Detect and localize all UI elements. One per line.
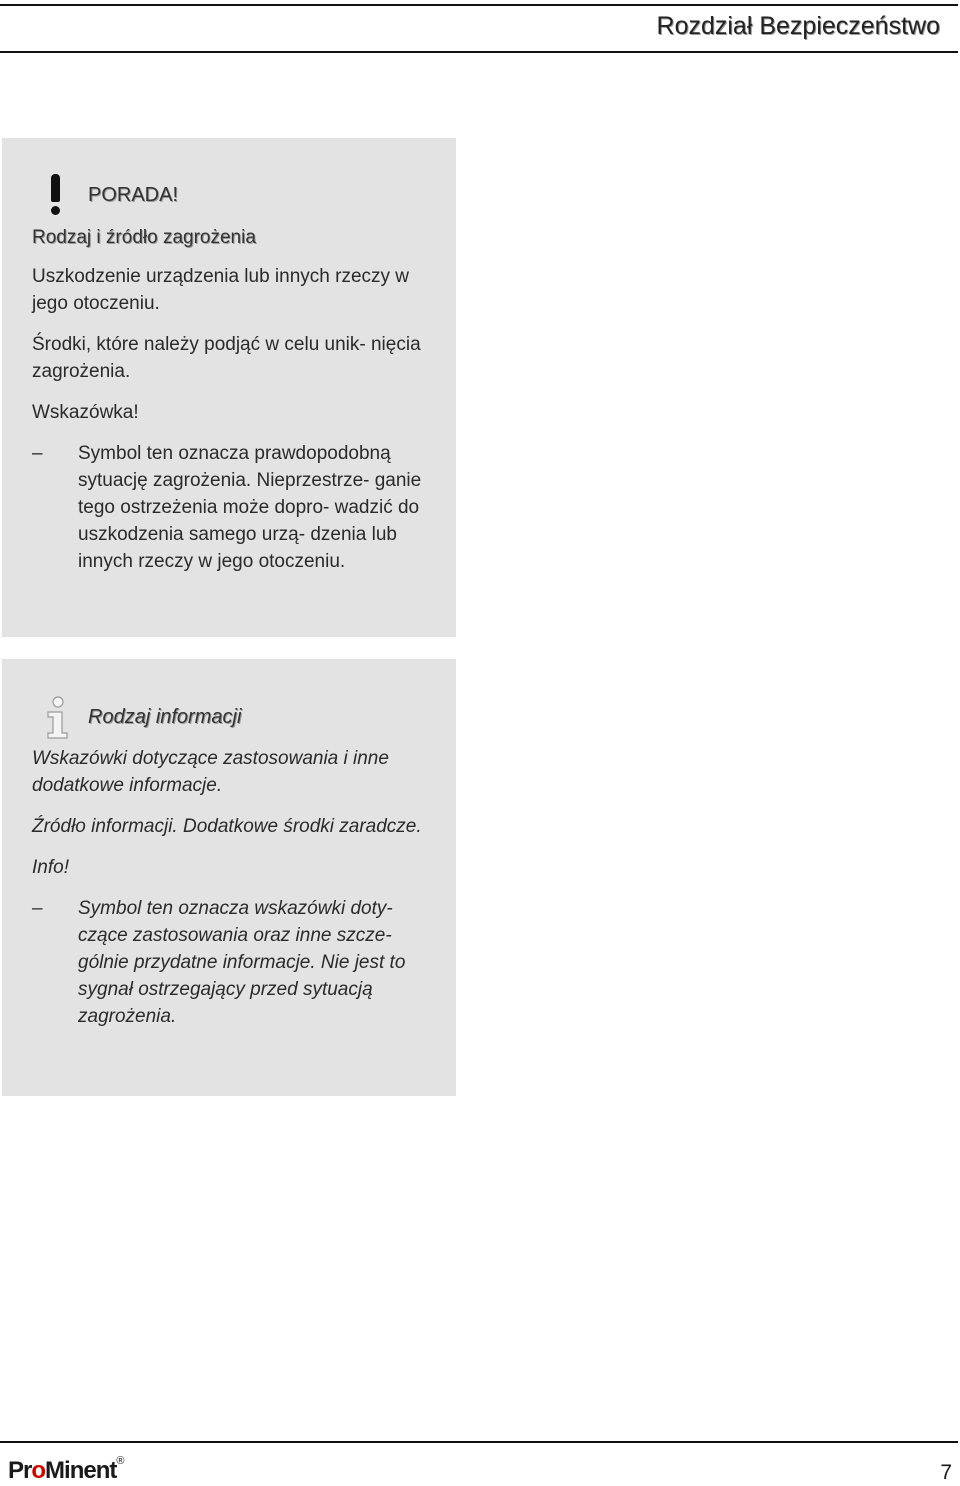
info-paragraph-3: Info!	[32, 857, 69, 878]
info-bullet	[32, 895, 442, 1030]
logo-text-pr: Pr	[8, 1457, 32, 1484]
header-rule-bottom	[0, 51, 958, 53]
header-rule-top	[0, 4, 958, 6]
info-box	[2, 659, 456, 1096]
info-content	[32, 745, 442, 1030]
warning-subheading: Rodzaj i źródło zagrożenia	[32, 227, 256, 248]
page-number: 7	[940, 1461, 952, 1484]
warning-paragraph-2: Środki, które należy podjąć w celu unik- nięcia zagrożenia.	[32, 334, 421, 382]
info-paragraph-1: Wskazówki dotyczące zastosowania i inne dodatkowe informacje.	[32, 748, 389, 796]
info-header	[32, 693, 241, 741]
warning-paragraph-3: Wskazówka!	[32, 402, 139, 423]
warning-bullet-text: Symbol ten oznacza prawdopodobną sytuację zagrożenia. Nieprzestrze- ganie tego ostrzeżenia może dopro- wadzić do uszkodzenia samego urzą- dzenia lub innych rzeczy w jego otoczeniu.	[78, 443, 422, 572]
footer-rule	[0, 1441, 958, 1443]
warning-label: PORADA!	[88, 183, 179, 206]
warning-header	[32, 172, 178, 218]
warning-box	[2, 138, 456, 637]
info-label: Rodzaj informacji	[88, 705, 242, 728]
registered-mark: ®	[116, 1455, 125, 1467]
info-icon	[32, 693, 80, 741]
info-paragraph-2: Źródło informacji. Dodatkowe środki zaradcze.	[32, 816, 422, 837]
bullet-dash: –	[32, 443, 43, 464]
info-bullet-text: Symbol ten oznacza wskazówki doty- czące zastosowania oraz inne szcze- gólnie przydatne informacje. Nie jest to sygnał ostrzegający przed sytuacją zagrożenia.	[78, 898, 406, 1027]
bullet-dash: –	[32, 898, 43, 919]
logo-text-minent: Minent	[45, 1457, 117, 1484]
logo-text-o: o	[31, 1457, 46, 1484]
exclamation-icon	[32, 172, 80, 218]
chapter-title: Rozdział Bezpieczeństwo	[656, 12, 940, 40]
warning-content	[32, 224, 442, 575]
warning-bullet	[32, 440, 442, 575]
prominent-logo	[8, 1457, 124, 1485]
warning-paragraph-1: Uszkodzenie urządzenia lub innych rzeczy w jego otoczeniu.	[32, 266, 410, 314]
